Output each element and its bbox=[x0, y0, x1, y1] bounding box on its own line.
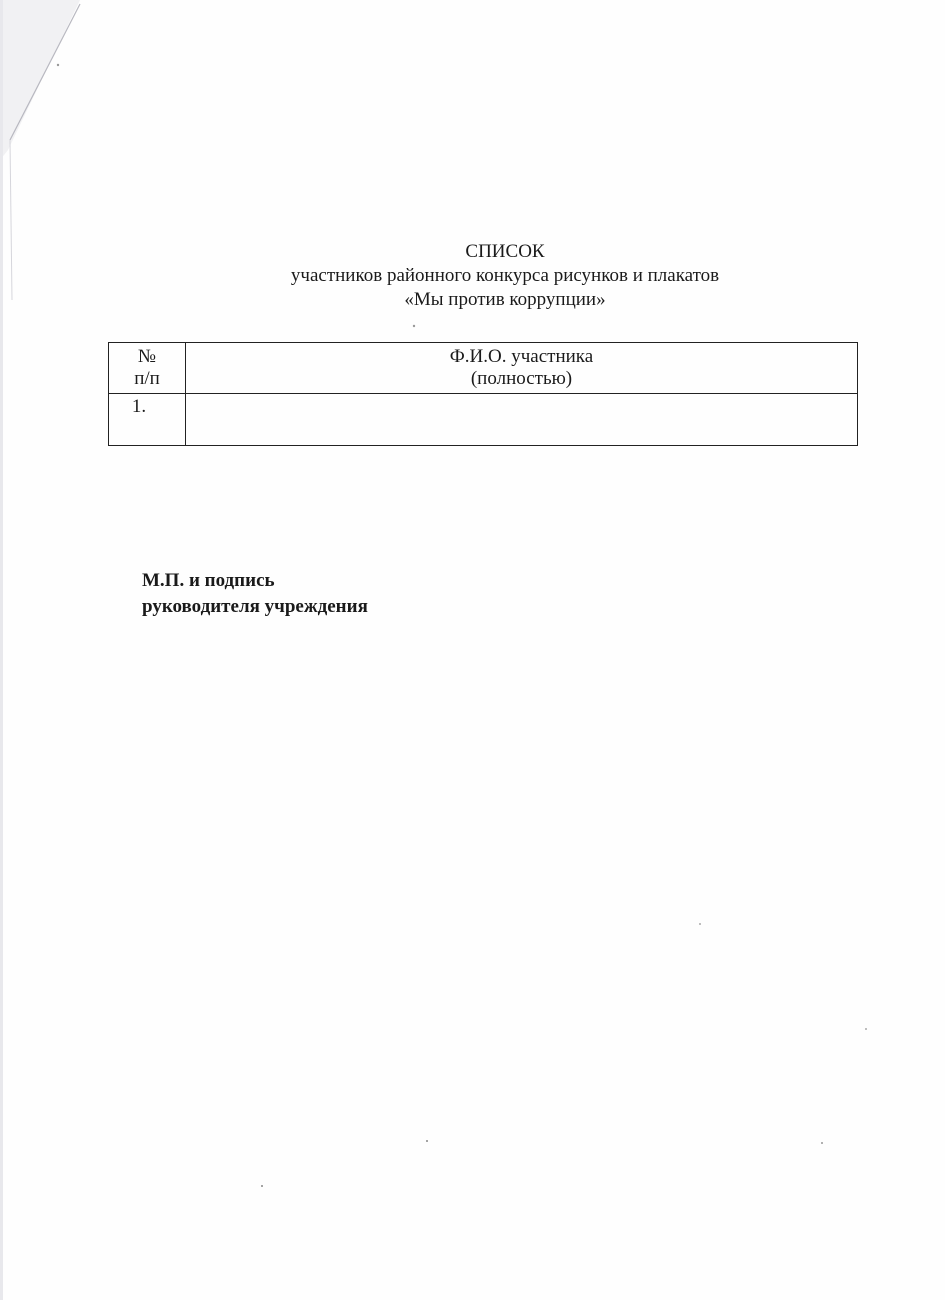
document-subheading-line2: «Мы против коррупции» bbox=[404, 289, 606, 310]
signature-line1: М.П. и подпись bbox=[142, 570, 275, 591]
document-heading: СПИСОК bbox=[465, 241, 545, 262]
table-row bbox=[109, 394, 858, 446]
participants-table bbox=[108, 342, 858, 446]
header-full-name bbox=[186, 343, 858, 394]
row-number: 1. bbox=[131, 396, 147, 417]
table-header-row bbox=[109, 343, 858, 394]
header-number-line2: п/п bbox=[134, 368, 160, 389]
signature-line2: руководителя учреждения bbox=[142, 596, 368, 617]
header-number bbox=[109, 343, 186, 394]
header-name-line1: Ф.И.О. участника bbox=[449, 346, 594, 367]
document-title bbox=[0, 240, 945, 312]
row-number-cell bbox=[109, 394, 186, 446]
header-name-line2: (полностью) bbox=[470, 368, 573, 389]
document-subheading-line1: участников районного конкурса рисунков и плакатов bbox=[290, 265, 720, 286]
header-number-line1: № bbox=[137, 346, 157, 367]
signature-block bbox=[142, 568, 368, 620]
row-name-cell bbox=[186, 394, 858, 446]
